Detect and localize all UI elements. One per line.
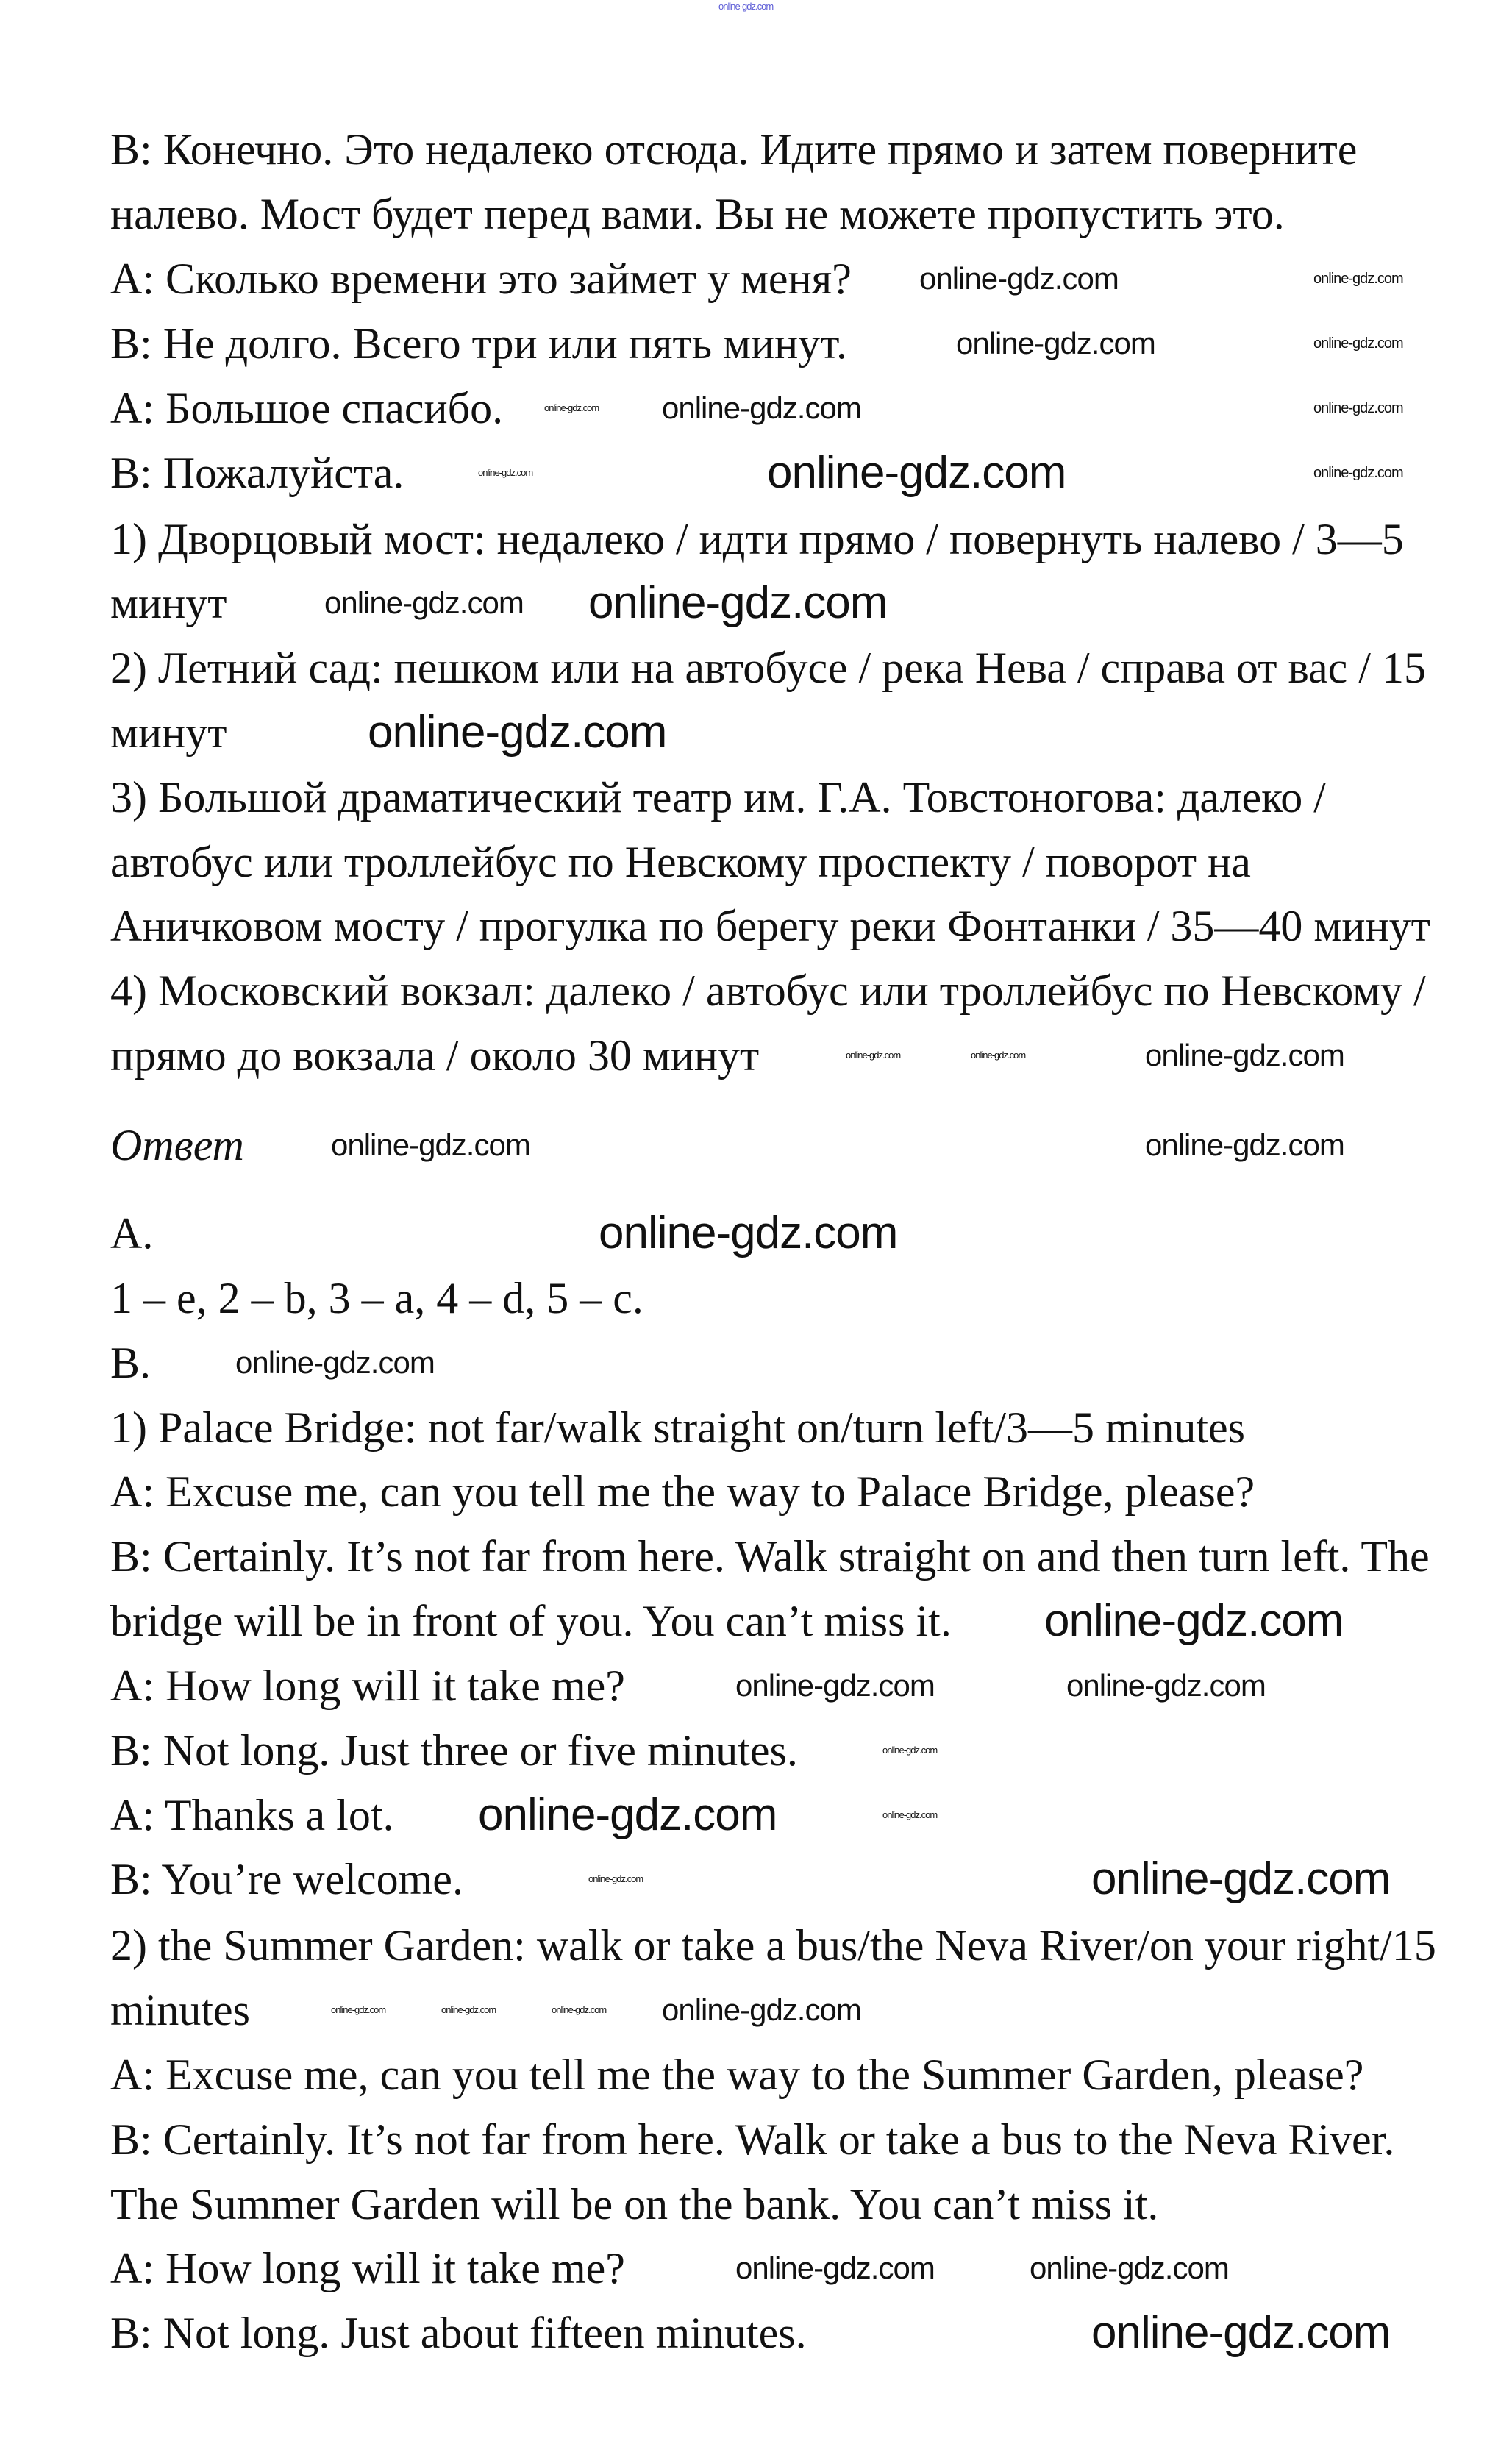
- text-line: минут: [110, 708, 227, 757]
- text-line: A: Thanks a lot.: [110, 1791, 394, 1839]
- watermark: online-gdz.com: [588, 577, 888, 628]
- watermark: online-gdz.com: [846, 1050, 901, 1061]
- text-line: Аничковом мосту / прогулка по берегу реки Фонтанки / 35—40 минут: [110, 902, 1430, 950]
- watermark: online-gdz.com: [478, 1789, 777, 1840]
- watermark: online-gdz.com: [718, 1, 774, 12]
- text-line: B: Не долго. Всего три или пять минут.: [110, 319, 847, 368]
- text-line: минут: [110, 579, 227, 627]
- text-line: B: You’re welcome.: [110, 1855, 463, 1903]
- text-line: The Summer Garden will be on the bank. You can’t miss it.: [110, 2180, 1159, 2229]
- text-line: A: Большое спасибо.: [110, 384, 504, 432]
- watermark: online-gdz.com: [1145, 1038, 1344, 1072]
- text-line: B: Certainly. It’s not far from here. Walk straight on and then turn left. The: [110, 1532, 1430, 1581]
- watermark: online-gdz.com: [368, 707, 667, 758]
- watermark: online-gdz.com: [1313, 335, 1403, 352]
- text-line: 1 – e, 2 – b, 3 – a, 4 – d, 5 – c.: [110, 1274, 643, 1322]
- section-label: A.: [110, 1209, 154, 1258]
- watermark: online-gdz.com: [235, 1345, 435, 1380]
- watermark: online-gdz.com: [662, 1992, 861, 2027]
- answer-heading: Ответ: [110, 1121, 244, 1169]
- text-line: B: Certainly. It’s not far from here. Walk or take a bus to the Neva River.: [110, 2115, 1395, 2164]
- text-line: A: Excuse me, can you tell me the way to Palace Bridge, please?: [110, 1467, 1255, 1516]
- watermark: online-gdz.com: [919, 261, 1119, 296]
- text-line: B: Пожалуйста.: [110, 449, 404, 497]
- watermark: online-gdz.com: [552, 2004, 607, 2015]
- watermark: online-gdz.com: [1313, 465, 1403, 481]
- text-line: прямо до вокзала / около 30 минут: [110, 1031, 760, 1080]
- watermark: online-gdz.com: [324, 585, 524, 620]
- watermark: online-gdz.com: [971, 1050, 1026, 1061]
- text-line: 4) Московский вокзал: далеко / автобус или троллейбус по Невскому /: [110, 966, 1426, 1015]
- text-line: B: Not long. Just three or five minutes.: [110, 1726, 798, 1775]
- text-line: A: Excuse me, can you tell me the way to the Summer Garden, please?: [110, 2051, 1364, 2099]
- watermark: online-gdz.com: [441, 2004, 496, 2015]
- section-label: B.: [110, 1339, 151, 1387]
- text-line: 3) Большой драматический театр им. Г.А. Товстоногова: далеко /: [110, 773, 1326, 822]
- watermark: online-gdz.com: [1066, 1668, 1266, 1703]
- watermark: online-gdz.com: [956, 326, 1155, 360]
- watermark: online-gdz.com: [1313, 400, 1403, 416]
- text-line: B: Конечно. Это недалеко отсюда. Идите прямо и затем поверните: [110, 125, 1358, 174]
- watermark: online-gdz.com: [767, 447, 1066, 498]
- text-line: 1) Дворцовый мост: недалеко / идти прямо / повернуть налево / 3—5: [110, 515, 1404, 563]
- text-line: 2) the Summer Garden: walk or take a bus/the Neva River/on your right/15: [110, 1921, 1436, 1970]
- watermark: online-gdz.com: [478, 467, 533, 478]
- text-line: A: How long will it take me?: [110, 2244, 625, 2292]
- text-line: налево. Мост будет перед вами. Вы не можете пропустить это.: [110, 190, 1285, 238]
- text-line: A: How long will it take me?: [110, 1661, 625, 1710]
- watermark: online-gdz.com: [331, 2004, 386, 2015]
- watermark: online-gdz.com: [599, 1208, 898, 1258]
- watermark: online-gdz.com: [1091, 2307, 1391, 2358]
- watermark: online-gdz.com: [735, 2251, 935, 2285]
- text-line: 1) Palace Bridge: not far/walk straight on/turn left/3—5 minutes: [110, 1403, 1245, 1452]
- watermark: online-gdz.com: [1044, 1595, 1344, 1646]
- text-line: minutes: [110, 1986, 250, 2034]
- watermark: online-gdz.com: [544, 402, 599, 413]
- watermark: online-gdz.com: [588, 1873, 643, 1884]
- watermark: online-gdz.com: [331, 1127, 530, 1162]
- watermark: online-gdz.com: [882, 1809, 938, 1820]
- text-line: автобус или троллейбус по Невскому проспекту / поворот на: [110, 838, 1251, 886]
- watermark: online-gdz.com: [735, 1668, 935, 1703]
- text-line: B: Not long. Just about fifteen minutes.: [110, 2309, 807, 2357]
- watermark: online-gdz.com: [662, 391, 861, 425]
- watermark: online-gdz.com: [1030, 2251, 1229, 2285]
- watermark: online-gdz.com: [1091, 1853, 1391, 1904]
- text-line: 2) Летний сад: пешком или на автобусе / река Нева / справа от вас / 15: [110, 644, 1426, 692]
- watermark: online-gdz.com: [1145, 1127, 1344, 1162]
- watermark: online-gdz.com: [882, 1745, 938, 1756]
- text-line: bridge will be in front of you. You can’t miss it.: [110, 1597, 952, 1645]
- text-line: A: Сколько времени это займет у меня?: [110, 254, 852, 303]
- watermark: online-gdz.com: [1313, 271, 1403, 287]
